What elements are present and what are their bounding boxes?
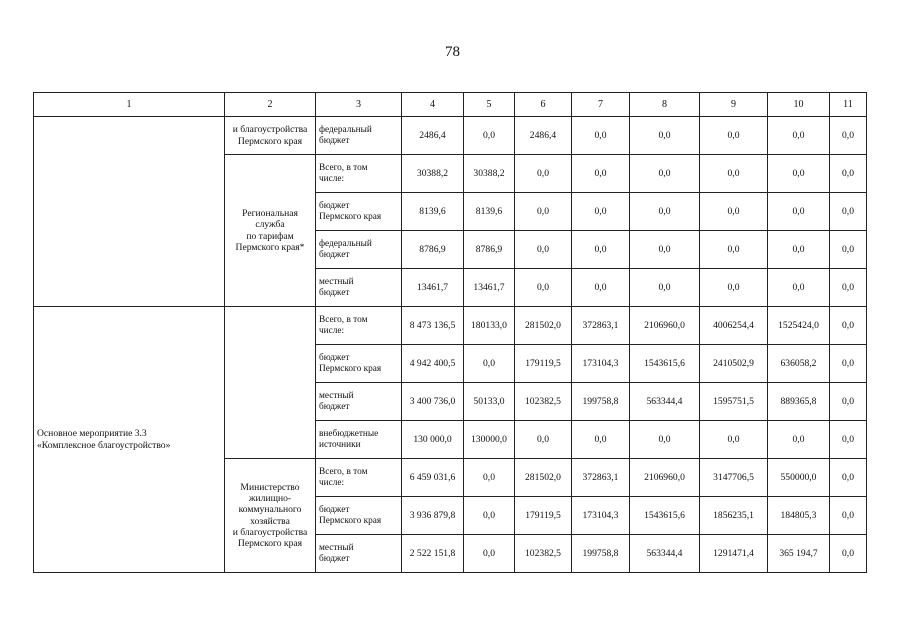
table-row xyxy=(34,307,867,345)
text-line: местный xyxy=(319,390,354,401)
value-cell: 0,0 xyxy=(630,269,700,307)
value-cell: 173104,3 xyxy=(572,345,630,383)
text-line: числе: xyxy=(319,173,345,184)
text-line: бюджет xyxy=(319,200,350,211)
text-line: Региональная xyxy=(242,208,298,220)
value-cell: 0,0 xyxy=(515,155,572,193)
value-cell: 8786,9 xyxy=(464,231,515,269)
value-cell: 179119,5 xyxy=(515,345,572,383)
value-cell: 13461,7 xyxy=(402,269,464,307)
value-cell: 0,0 xyxy=(464,345,515,383)
value-cell: 6 459 031,6 xyxy=(402,459,464,497)
column-header: 9 xyxy=(700,93,768,117)
text-line: местный xyxy=(319,276,354,287)
value-cell: 0,0 xyxy=(630,117,700,155)
value-cell: 0,0 xyxy=(572,231,630,269)
value-cell: 4 942 400,5 xyxy=(402,345,464,383)
text-line: и благоустройства xyxy=(232,124,308,136)
value-cell: 0,0 xyxy=(700,421,768,459)
value-cell: 1543615,6 xyxy=(630,497,700,535)
text-line: числе: xyxy=(319,477,345,488)
value-cell: 0,0 xyxy=(830,155,867,193)
value-cell: 1543615,6 xyxy=(630,345,700,383)
value-cell: 0,0 xyxy=(768,193,830,231)
value-cell: 0,0 xyxy=(630,193,700,231)
text-line: коммунального xyxy=(238,504,302,516)
value-cell: 184805,3 xyxy=(768,497,830,535)
responsible-org xyxy=(225,459,316,573)
text-line: Пермского края xyxy=(237,537,303,549)
responsible-org xyxy=(225,117,316,155)
funding-source xyxy=(316,535,402,573)
value-cell: 2486,4 xyxy=(515,117,572,155)
funding-source xyxy=(316,307,402,345)
value-cell: 2106960,0 xyxy=(630,307,700,345)
table-row xyxy=(34,117,867,155)
column-header: 8 xyxy=(630,93,700,117)
funding-source xyxy=(316,421,402,459)
value-cell: 2486,4 xyxy=(402,117,464,155)
value-cell: 3 936 879,8 xyxy=(402,497,464,535)
text-line: числе: xyxy=(319,325,345,336)
text-line: источники xyxy=(319,439,361,450)
value-cell: 199758,8 xyxy=(572,535,630,573)
value-cell: 372863,1 xyxy=(572,459,630,497)
value-cell: 0,0 xyxy=(830,269,867,307)
value-cell: 0,0 xyxy=(830,421,867,459)
text-line: по тарифам xyxy=(246,230,294,242)
value-cell: 8786,9 xyxy=(402,231,464,269)
value-cell: 0,0 xyxy=(768,269,830,307)
value-cell: 102382,5 xyxy=(515,535,572,573)
value-cell: 8139,6 xyxy=(402,193,464,231)
value-cell: 0,0 xyxy=(700,269,768,307)
value-cell: 102382,5 xyxy=(515,383,572,421)
value-cell: 179119,5 xyxy=(515,497,572,535)
value-cell: 130 000,0 xyxy=(402,421,464,459)
value-cell: 2 522 151,8 xyxy=(402,535,464,573)
column-header: 6 xyxy=(515,93,572,117)
value-cell: 1291471,4 xyxy=(700,535,768,573)
value-cell: 0,0 xyxy=(464,497,515,535)
value-cell: 0,0 xyxy=(768,421,830,459)
value-cell: 130000,0 xyxy=(464,421,515,459)
text-line: бюджет xyxy=(319,135,350,146)
column-header: 5 xyxy=(464,93,515,117)
value-cell: 0,0 xyxy=(830,459,867,497)
value-cell: 636058,2 xyxy=(768,345,830,383)
text-line: Пермского края xyxy=(237,135,303,147)
text-line: Пермского края xyxy=(319,363,382,374)
value-cell: 1525424,0 xyxy=(768,307,830,345)
value-cell: 0,0 xyxy=(830,117,867,155)
text-line: Всего, в том xyxy=(319,314,368,325)
column-header: 10 xyxy=(768,93,830,117)
text-line: местный xyxy=(319,542,354,553)
funding-source xyxy=(316,459,402,497)
value-cell: 0,0 xyxy=(464,535,515,573)
text-line: служба xyxy=(255,219,285,231)
column-header: 1 xyxy=(34,93,225,117)
value-cell: 0,0 xyxy=(515,193,572,231)
value-cell: 1856235,1 xyxy=(700,497,768,535)
value-cell: 8 473 136,5 xyxy=(402,307,464,345)
empty-cell xyxy=(225,307,316,459)
value-cell: 0,0 xyxy=(830,383,867,421)
value-cell: 173104,3 xyxy=(572,497,630,535)
text-line: хозяйства xyxy=(250,515,290,527)
value-cell: 563344,4 xyxy=(630,383,700,421)
value-cell: 199758,8 xyxy=(572,383,630,421)
value-cell: 0,0 xyxy=(830,345,867,383)
funding-source xyxy=(316,497,402,535)
value-cell: 2106960,0 xyxy=(630,459,700,497)
value-cell: 0,0 xyxy=(830,231,867,269)
value-cell: 0,0 xyxy=(830,535,867,573)
column-header: 4 xyxy=(402,93,464,117)
value-cell: 365 194,7 xyxy=(768,535,830,573)
header-row xyxy=(34,93,867,117)
value-cell: 0,0 xyxy=(830,497,867,535)
value-cell: 0,0 xyxy=(572,421,630,459)
value-cell: 281502,0 xyxy=(515,307,572,345)
text-line: Пермского края xyxy=(319,211,382,222)
value-cell: 0,0 xyxy=(464,459,515,497)
text-line: федеральный xyxy=(319,238,372,249)
value-cell: 0,0 xyxy=(572,193,630,231)
value-cell: 0,0 xyxy=(630,421,700,459)
text-line: бюджет xyxy=(319,287,350,298)
text-line: бюджет xyxy=(319,249,350,260)
value-cell: 0,0 xyxy=(830,193,867,231)
text-line: бюджет xyxy=(319,504,350,515)
text-line: Пермского края xyxy=(319,515,382,526)
value-cell: 1595751,5 xyxy=(700,383,768,421)
value-cell: 0,0 xyxy=(515,231,572,269)
value-cell: 281502,0 xyxy=(515,459,572,497)
value-cell: 3147706,5 xyxy=(700,459,768,497)
value-cell: 0,0 xyxy=(768,231,830,269)
text-line: Пермского края* xyxy=(235,241,305,253)
value-cell: 0,0 xyxy=(572,269,630,307)
value-cell: 889365,8 xyxy=(768,383,830,421)
funding-source xyxy=(316,269,402,307)
value-cell: 563344,4 xyxy=(630,535,700,573)
column-header: 3 xyxy=(316,93,402,117)
text-line: федеральный xyxy=(319,124,372,135)
funding-source xyxy=(316,345,402,383)
funding-source xyxy=(316,383,402,421)
activity-name xyxy=(34,307,225,573)
text-line: и благоустройства xyxy=(232,526,308,538)
text-line: Всего, в том xyxy=(319,162,368,173)
text-line: жилищно- xyxy=(248,493,292,505)
responsible-org xyxy=(225,155,316,307)
value-cell: 0,0 xyxy=(768,117,830,155)
value-cell: 550000,0 xyxy=(768,459,830,497)
value-cell: 0,0 xyxy=(572,117,630,155)
text-line: Основное мероприятие 3.3 xyxy=(37,428,147,440)
value-cell: 0,0 xyxy=(630,231,700,269)
value-cell: 4006254,4 xyxy=(700,307,768,345)
value-cell: 30388,2 xyxy=(402,155,464,193)
empty-cell xyxy=(34,117,225,307)
funding-source xyxy=(316,117,402,155)
column-header: 11 xyxy=(830,93,867,117)
value-cell: 180133,0 xyxy=(464,307,515,345)
value-cell: 3 400 736,0 xyxy=(402,383,464,421)
text-line: бюджет xyxy=(319,352,350,363)
text-line: Министерство xyxy=(240,482,300,494)
value-cell: 0,0 xyxy=(572,155,630,193)
text-line: бюджет xyxy=(319,401,350,412)
value-cell: 13461,7 xyxy=(464,269,515,307)
page-number: 78 xyxy=(445,44,460,60)
text-line: Всего, в том xyxy=(319,466,368,477)
value-cell: 30388,2 xyxy=(464,155,515,193)
value-cell: 0,0 xyxy=(700,155,768,193)
funding-source xyxy=(316,193,402,231)
value-cell: 0,0 xyxy=(768,155,830,193)
funding-source xyxy=(316,155,402,193)
funding-source xyxy=(316,231,402,269)
column-header: 2 xyxy=(225,93,316,117)
value-cell: 8139,6 xyxy=(464,193,515,231)
column-header: 7 xyxy=(572,93,630,117)
value-cell: 2410502,9 xyxy=(700,345,768,383)
value-cell: 0,0 xyxy=(515,269,572,307)
value-cell: 0,0 xyxy=(630,155,700,193)
value-cell: 0,0 xyxy=(515,421,572,459)
text-line: внебюджетные xyxy=(319,428,379,439)
value-cell: 0,0 xyxy=(464,117,515,155)
value-cell: 372863,1 xyxy=(572,307,630,345)
text-line: бюджет xyxy=(319,553,350,564)
value-cell: 0,0 xyxy=(700,117,768,155)
text-line: «Комплексное благоустройство» xyxy=(37,439,171,451)
value-cell: 0,0 xyxy=(830,307,867,345)
value-cell: 50133,0 xyxy=(464,383,515,421)
value-cell: 0,0 xyxy=(700,193,768,231)
value-cell: 0,0 xyxy=(700,231,768,269)
budget-table xyxy=(33,92,867,573)
